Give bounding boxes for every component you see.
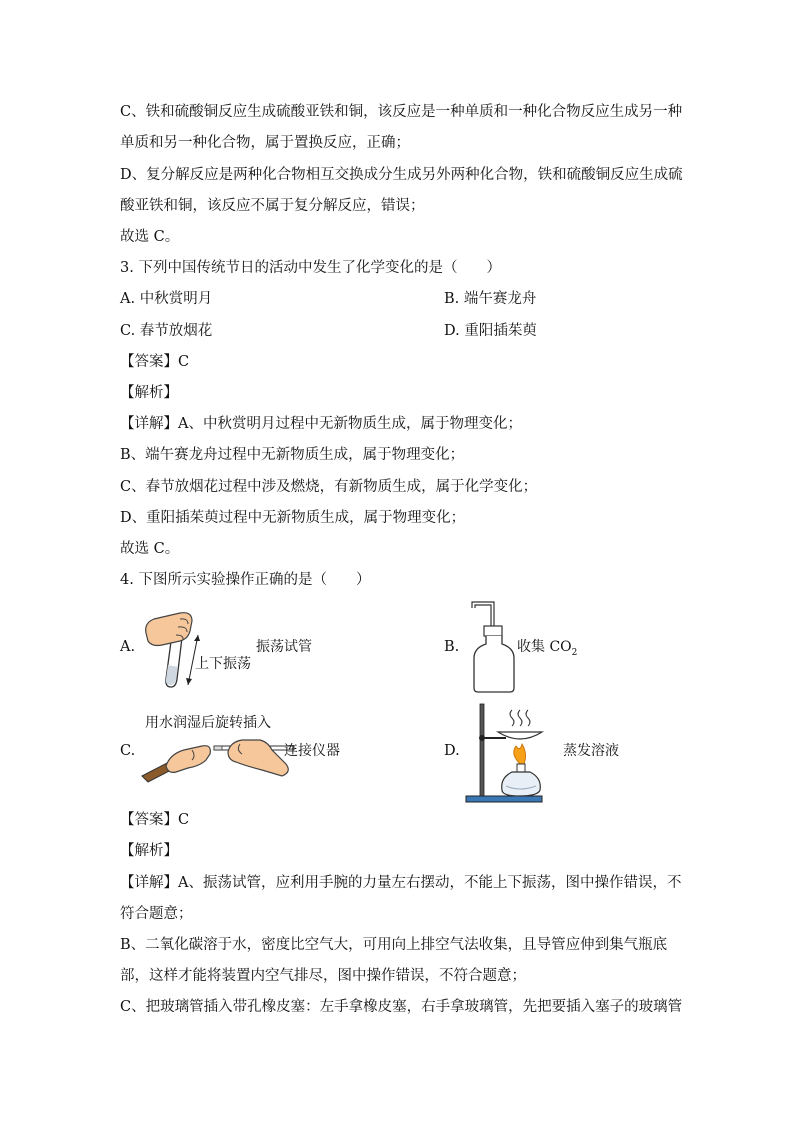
q4-figure-d-label: 蒸发溶液 [563,743,619,759]
q4-figure-a-letter: A. [120,639,136,655]
q3-option-a: A. 中秋赏明月 [120,291,213,307]
q4-figure-c-label: 连接仪器 [284,743,340,759]
q4-figure-a-arrow-label: 上下振荡 [195,656,251,672]
question-4-stem: 4. 下图所示实验操作正确的是（ ） [120,572,371,588]
q4-figure-a-label: 振荡试管 [256,639,312,655]
q3-answer: 【答案】C [120,354,190,370]
q3-detail-line: 故选 C。 [120,541,180,557]
q4-detail-line: B、二氧化碳溶于水，密度比空气大，可用向上排空气法收集，且导管应伸到集气瓶底 [120,937,668,953]
evaporation-apparatus-illustration [462,700,546,804]
question-3-stem: 3. 下列中国传统节日的活动中发生了化学变化的是（ ） [120,260,501,276]
q3-option-b: B. 端午赛龙舟 [444,291,537,307]
q4-figure-d-letter: D. [444,743,460,759]
text-line: 酸亚铁和铜，该反应不属于复分解反应，错误； [120,198,425,214]
text-line: C、铁和硫酸铜反应生成硫酸亚铁和铜，该反应是一种单质和一种化合物反应生成另一种 [120,104,683,120]
text-line: D、复分解反应是两种化合物相互交换成分生成另外两种化合物，铁和硫酸铜反应生成硫 [120,167,683,183]
q4-figure-c-top-label: 用水润湿后旋转插入 [145,715,271,731]
gas-collecting-bottle-illustration [466,600,522,694]
q4-figure-b-label-subscript: 2 [571,647,578,658]
q3-detail-line: 【详解】A、中秋赏明月过程中无新物质生成，属于物理变化； [120,416,522,432]
q3-analysis-heading: 【解析】 [120,385,178,401]
q4-figure-b-label-text: 收集 CO [517,639,572,655]
q4-detail-line: 【详解】A、振荡试管，应利用手腕的力量左右摆动，不能上下振荡，图中操作错误，不 [120,875,682,891]
q4-detail-line: 部，这样才能将装置内空气排尽，图中操作错误，不符合题意； [120,968,526,984]
q3-detail-line: B、端午赛龙舟过程中无新物质生成，属于物理变化； [120,447,465,463]
q3-option-d: D. 重阳插茱萸 [444,323,537,339]
q3-detail-line: D、重阳插茱萸过程中无新物质生成，属于物理变化； [120,510,466,526]
q4-figure-b-label [517,638,577,662]
q4-answer: 【答案】C [120,812,190,828]
q4-figure-b-letter: B. [444,639,460,655]
q3-detail-line: C、春节放烟花过程中涉及燃烧，有新物质生成，属于化学变化； [120,479,538,495]
hand-shaking-test-tube-illustration [140,605,220,695]
q4-detail-line: C、把玻璃管插入带孔橡皮塞：左手拿橡皮塞，右手拿玻璃管，先把要插入塞子的玻璃管 [120,999,683,1015]
text-line: 单质和另一种化合物，属于置换反应，正确； [120,135,410,151]
q4-analysis-heading: 【解析】 [120,843,178,859]
text-line: 故选 C。 [120,229,180,245]
q3-option-c: C. 春节放烟花 [120,323,213,339]
q4-detail-line: 符合题意； [120,906,193,922]
q4-figure-c-letter: C. [120,743,136,759]
